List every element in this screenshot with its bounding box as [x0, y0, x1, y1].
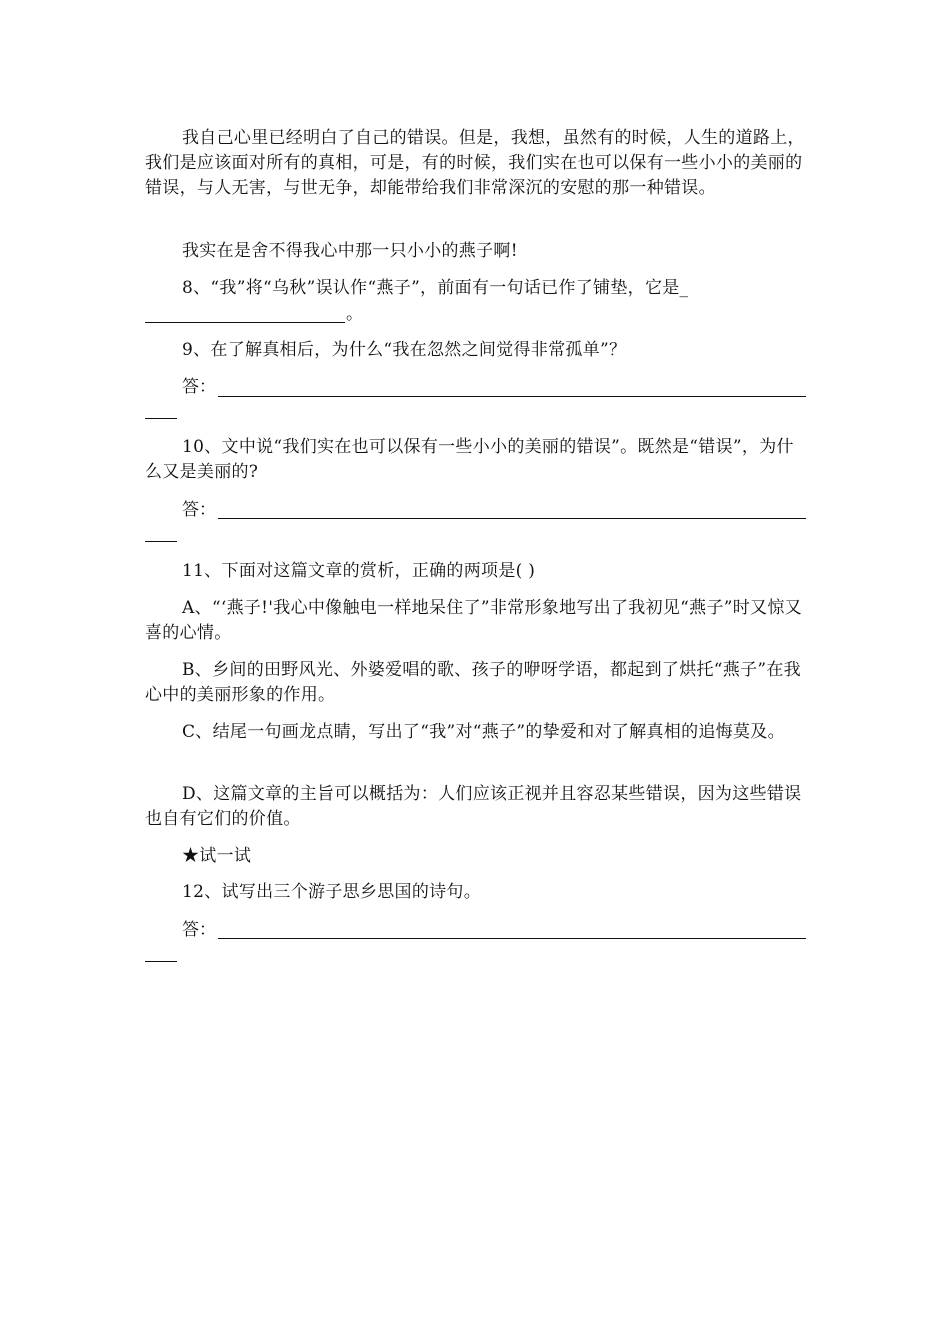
option-b: B、乡间的田野风光、外婆爱唱的歌、孩子的咿呀学语，都起到了烘托“燕子”在我心中的美丽形象的作用。 [145, 660, 801, 705]
answer-line-q9[interactable] [218, 396, 806, 397]
option-c: C、结尾一句画龙点睛，写出了“我”对“燕子”的挚爱和对了解真相的追悔莫及。 [182, 722, 785, 742]
section-heading-try: ★试一试 [182, 846, 252, 866]
question-9: 9、在了解真相后，为什么“我在忽然之间觉得非常孤单”？ [182, 340, 627, 360]
answer-line-q9-continued[interactable] [145, 418, 177, 419]
answer-line-q12[interactable] [218, 938, 806, 939]
answer-label-q9: 答： [182, 377, 216, 397]
answer-blank-q8[interactable] [145, 322, 345, 323]
option-a: A、“‘燕子!'我心中像触电一样地呆住了”非常形象地写出了我初见“燕子”时又惊又喜的心情。 [145, 598, 802, 643]
question-8: 8、“我”将“乌秋”误认作“燕子”，前面有一句话已作了铺垫，它是_ [182, 278, 689, 298]
passage-paragraph-1: 我自己心里已经明白了自己的错误。但是，我想，虽然有的时候，人生的道路上，我们是应该面对所有的真相，可是，有的时候，我们实在也可以保有一些小小的美丽的错误，与人无害，与世无争，却能带给我们非常深沉的安慰的那一种错误。 [145, 128, 805, 198]
answer-line-q10[interactable] [218, 518, 806, 519]
answer-label-q10: 答： [182, 500, 216, 520]
answer-line-q12-continued[interactable] [145, 961, 177, 962]
question-12: 12、试写出三个游子思乡思国的诗句。 [182, 882, 482, 902]
question-11: 11、下面对这篇文章的赏析，正确的两项是( ) [182, 561, 536, 581]
answer-line-q10-continued[interactable] [145, 541, 177, 542]
passage-paragraph-2: 我实在是舍不得我心中那一只小小的燕子啊! [182, 241, 518, 261]
q8-period: 。 [346, 304, 363, 324]
option-d: D、这篇文章的主旨可以概括为：人们应该正视并且容忍某些错误，因为这些错误也自有它们的价值。 [145, 784, 802, 829]
answer-label-q12: 答： [182, 920, 216, 940]
question-10: 10、文中说“我们实在也可以保有一些小小的美丽的错误”。既然是“错误”，为什么又是美丽的? [145, 437, 794, 482]
